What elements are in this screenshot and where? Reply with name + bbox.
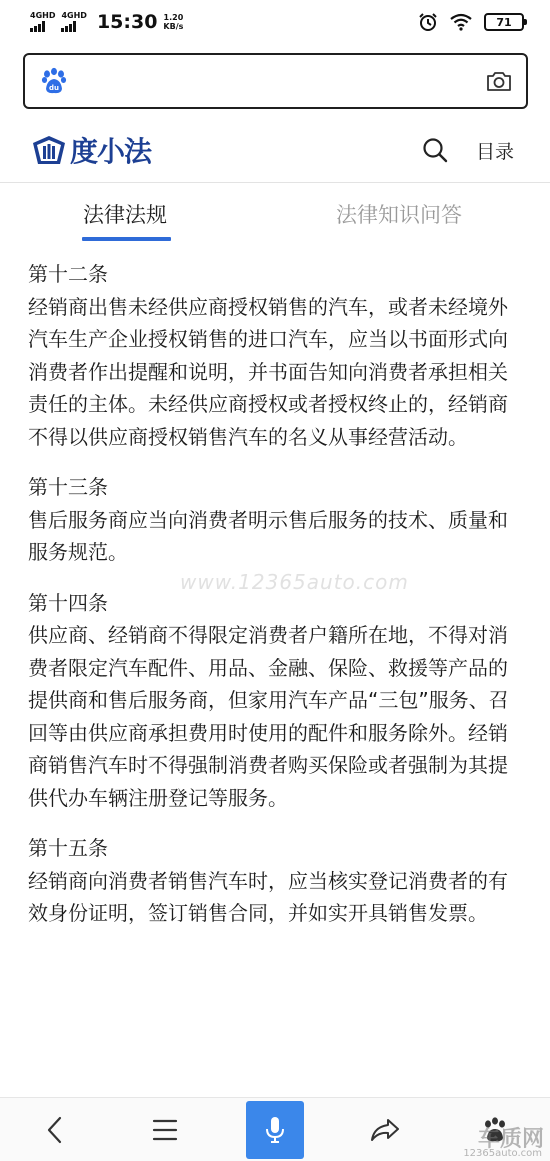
article-title: 第十二条 [28, 262, 108, 286]
menu-icon [152, 1118, 178, 1142]
tab-indicator [82, 237, 171, 241]
article-title: 第十五条 [28, 836, 108, 860]
signal-bars-icon [61, 21, 76, 32]
battery-icon [484, 13, 524, 31]
article-section [28, 587, 522, 815]
brand-watermark: 车质网 [477, 1126, 544, 1152]
alarm-icon [418, 12, 438, 32]
signal-2 [61, 12, 86, 32]
search-input[interactable] [75, 61, 486, 101]
search-icon[interactable] [422, 137, 448, 163]
article-section [28, 258, 522, 453]
speed-value: 1.20 [163, 13, 184, 22]
svg-text:du: du [49, 84, 59, 92]
wifi-icon [450, 13, 472, 31]
menu-button[interactable] [110, 1098, 220, 1161]
article-body: 售后服务商应当向消费者明示售后服务的技术、质量和服务规范。 [28, 507, 508, 564]
article-body: 供应商、经销商不得限定消费者户籍所在地，不得对消费者限定汽车配件、用品、金融、保险、救援等产品的提供商和售后服务商，但家用汽车产品“三包”服务、召回等由供应商承担费用时使用的配件和服务除外。经销商销售汽车时不得强制消费者购买保险或者强制为其提供代办车辆注册登记等服务。 [28, 623, 509, 810]
tab-legal-qa[interactable]: 法律知识问答 [336, 203, 462, 227]
logo[interactable] [32, 130, 151, 170]
tab-bar [0, 183, 550, 243]
battery-level: 71 [496, 15, 512, 29]
article-body: 经销商出售未经供应商授权销售的汽车，或者未经境外汽车生产企业授权销售的进口汽车，应当以书面形式向消费者作出提醒和说明，并书面告知向消费者承担相关责任的主体。未经供应商授权或者授权终止的，经销商不得以供应商授权销售汽车的名义从事经营活动。 [28, 294, 508, 449]
watermark: www.12365auto.com [180, 570, 409, 594]
camera-icon[interactable] [486, 70, 512, 92]
logo-text: 度小法 [70, 135, 152, 168]
search-bar[interactable] [23, 53, 528, 109]
catalog-button[interactable]: 目录 [475, 140, 514, 163]
network-speed [163, 13, 183, 31]
article-content [28, 258, 522, 948]
mic-button-bg [246, 1101, 304, 1159]
article-body: 经销商向消费者销售汽车时，应当核实登记消费者的有效身份证明，签订销售合同，并如实开具销售发票。 [28, 868, 508, 925]
network-type-1: 4GHD [30, 11, 56, 20]
tab-laws[interactable]: 法律法规 [83, 203, 167, 227]
network-type-2: 4GHD [61, 11, 87, 20]
voice-search-button[interactable] [220, 1098, 330, 1161]
speed-unit: KB/s [163, 22, 184, 31]
baidu-paw-icon [41, 67, 67, 95]
share-icon [370, 1117, 400, 1143]
brand-url: 12365auto.com [463, 1148, 542, 1159]
article-title: 第十三条 [28, 475, 108, 499]
law-emblem-icon [32, 135, 66, 165]
signal-bars-icon [30, 21, 45, 32]
app-header [0, 118, 550, 182]
back-icon [45, 1115, 65, 1145]
article-section [28, 832, 522, 930]
back-button[interactable] [0, 1098, 110, 1161]
share-button[interactable] [330, 1098, 440, 1161]
article-section [28, 471, 522, 569]
signal-1 [30, 12, 55, 32]
clock: 15:30 [96, 11, 158, 33]
microphone-icon [264, 1115, 286, 1145]
status-bar [0, 0, 550, 44]
article-title: 第十四条 [28, 590, 108, 615]
